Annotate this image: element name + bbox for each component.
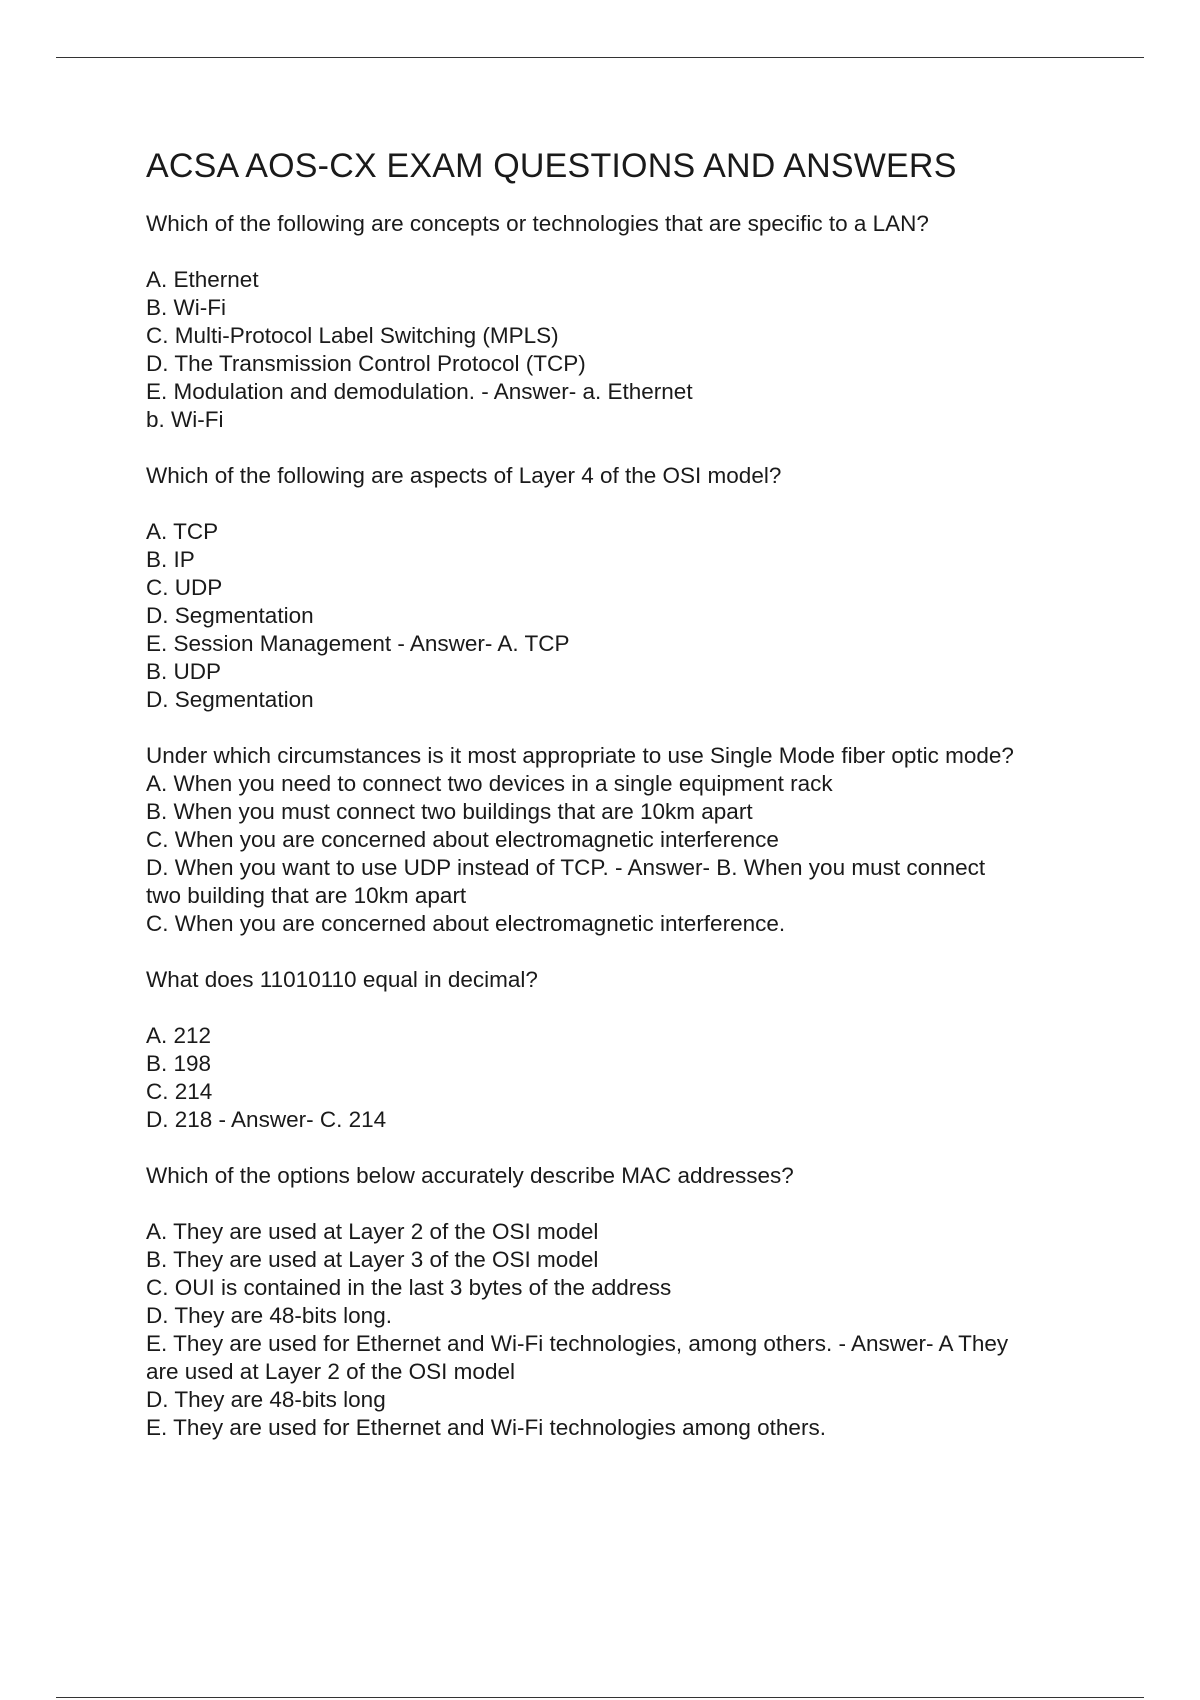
answer-line: C. OUI is contained in the last 3 bytes of the address (146, 1275, 672, 1300)
answer-line: D. When you want to use UDP instead of TCP. - Answer- B. When you must connect (146, 855, 986, 880)
question-block-2 (146, 462, 1106, 714)
answer-line: B. IP (146, 547, 195, 572)
question-text: What does 11010110 equal in decimal? (146, 967, 538, 992)
answer-line: B. Wi-Fi (146, 295, 226, 320)
answer-line: D. Segmentation (146, 603, 314, 628)
document-title: ACSA AOS-CX EXAM QUESTIONS AND ANSWERS (146, 147, 957, 185)
question-block-1 (146, 210, 1106, 434)
answer-line: E. They are used for Ethernet and Wi-Fi technologies, among others. - Answer- A They (146, 1331, 1009, 1356)
answer-line: A. When you need to connect two devices in a single equipment rack (146, 771, 833, 796)
answer-line: D. They are 48-bits long. (146, 1303, 392, 1328)
answer-line: E. They are used for Ethernet and Wi-Fi technologies among others. (146, 1415, 826, 1440)
answer-line: D. Segmentation (146, 687, 314, 712)
spacer (146, 1190, 1106, 1218)
spacer (146, 238, 1106, 266)
spacer (146, 994, 1106, 1022)
answer-line: C. When you are concerned about electromagnetic interference (146, 827, 779, 852)
question-text: Under which circumstances is it most appropriate to use Single Mode fiber optic mode? (146, 743, 1014, 768)
answer-line: D. The Transmission Control Protocol (TCP) (146, 351, 586, 376)
answer-line: A. They are used at Layer 2 of the OSI model (146, 1219, 599, 1244)
answer-line: E. Modulation and demodulation. - Answer- a. Ethernet (146, 379, 693, 404)
question-block-3 (146, 742, 1106, 938)
answer-line: D. 218 - Answer- C. 214 (146, 1107, 387, 1132)
answer-line: C. 214 (146, 1079, 213, 1104)
document-body (146, 140, 1106, 1470)
answer-line: two building that are 10km apart (146, 883, 467, 908)
answer-line: B. When you must connect two buildings that are 10km apart (146, 799, 753, 824)
answer-line: D. They are 48-bits long (146, 1387, 386, 1412)
answer-line: C. Multi-Protocol Label Switching (MPLS) (146, 323, 559, 348)
answer-line: A. 212 (146, 1023, 212, 1048)
answer-line: B. 198 (146, 1051, 212, 1076)
question-block-5 (146, 1162, 1106, 1442)
answer-line: A. Ethernet (146, 267, 259, 292)
answer-line: A. TCP (146, 519, 219, 544)
top-divider (56, 57, 1144, 58)
answer-line: b. Wi-Fi (146, 407, 224, 432)
answer-line: C. When you are concerned about electromagnetic interference. (146, 911, 786, 936)
spacer (146, 490, 1106, 518)
answer-line: B. UDP (146, 659, 222, 684)
answer-line: B. They are used at Layer 3 of the OSI model (146, 1247, 599, 1272)
bottom-divider (56, 1697, 1144, 1698)
question-text: Which of the options below accurately describe MAC addresses? (146, 1163, 794, 1188)
question-text: Which of the following are aspects of Layer 4 of the OSI model? (146, 463, 782, 488)
answer-line: E. Session Management - Answer- A. TCP (146, 631, 570, 656)
answer-line: are used at Layer 2 of the OSI model (146, 1359, 515, 1384)
question-text: Which of the following are concepts or technologies that are specific to a LAN? (146, 211, 929, 236)
answer-line: C. UDP (146, 575, 223, 600)
question-block-4 (146, 966, 1106, 1134)
